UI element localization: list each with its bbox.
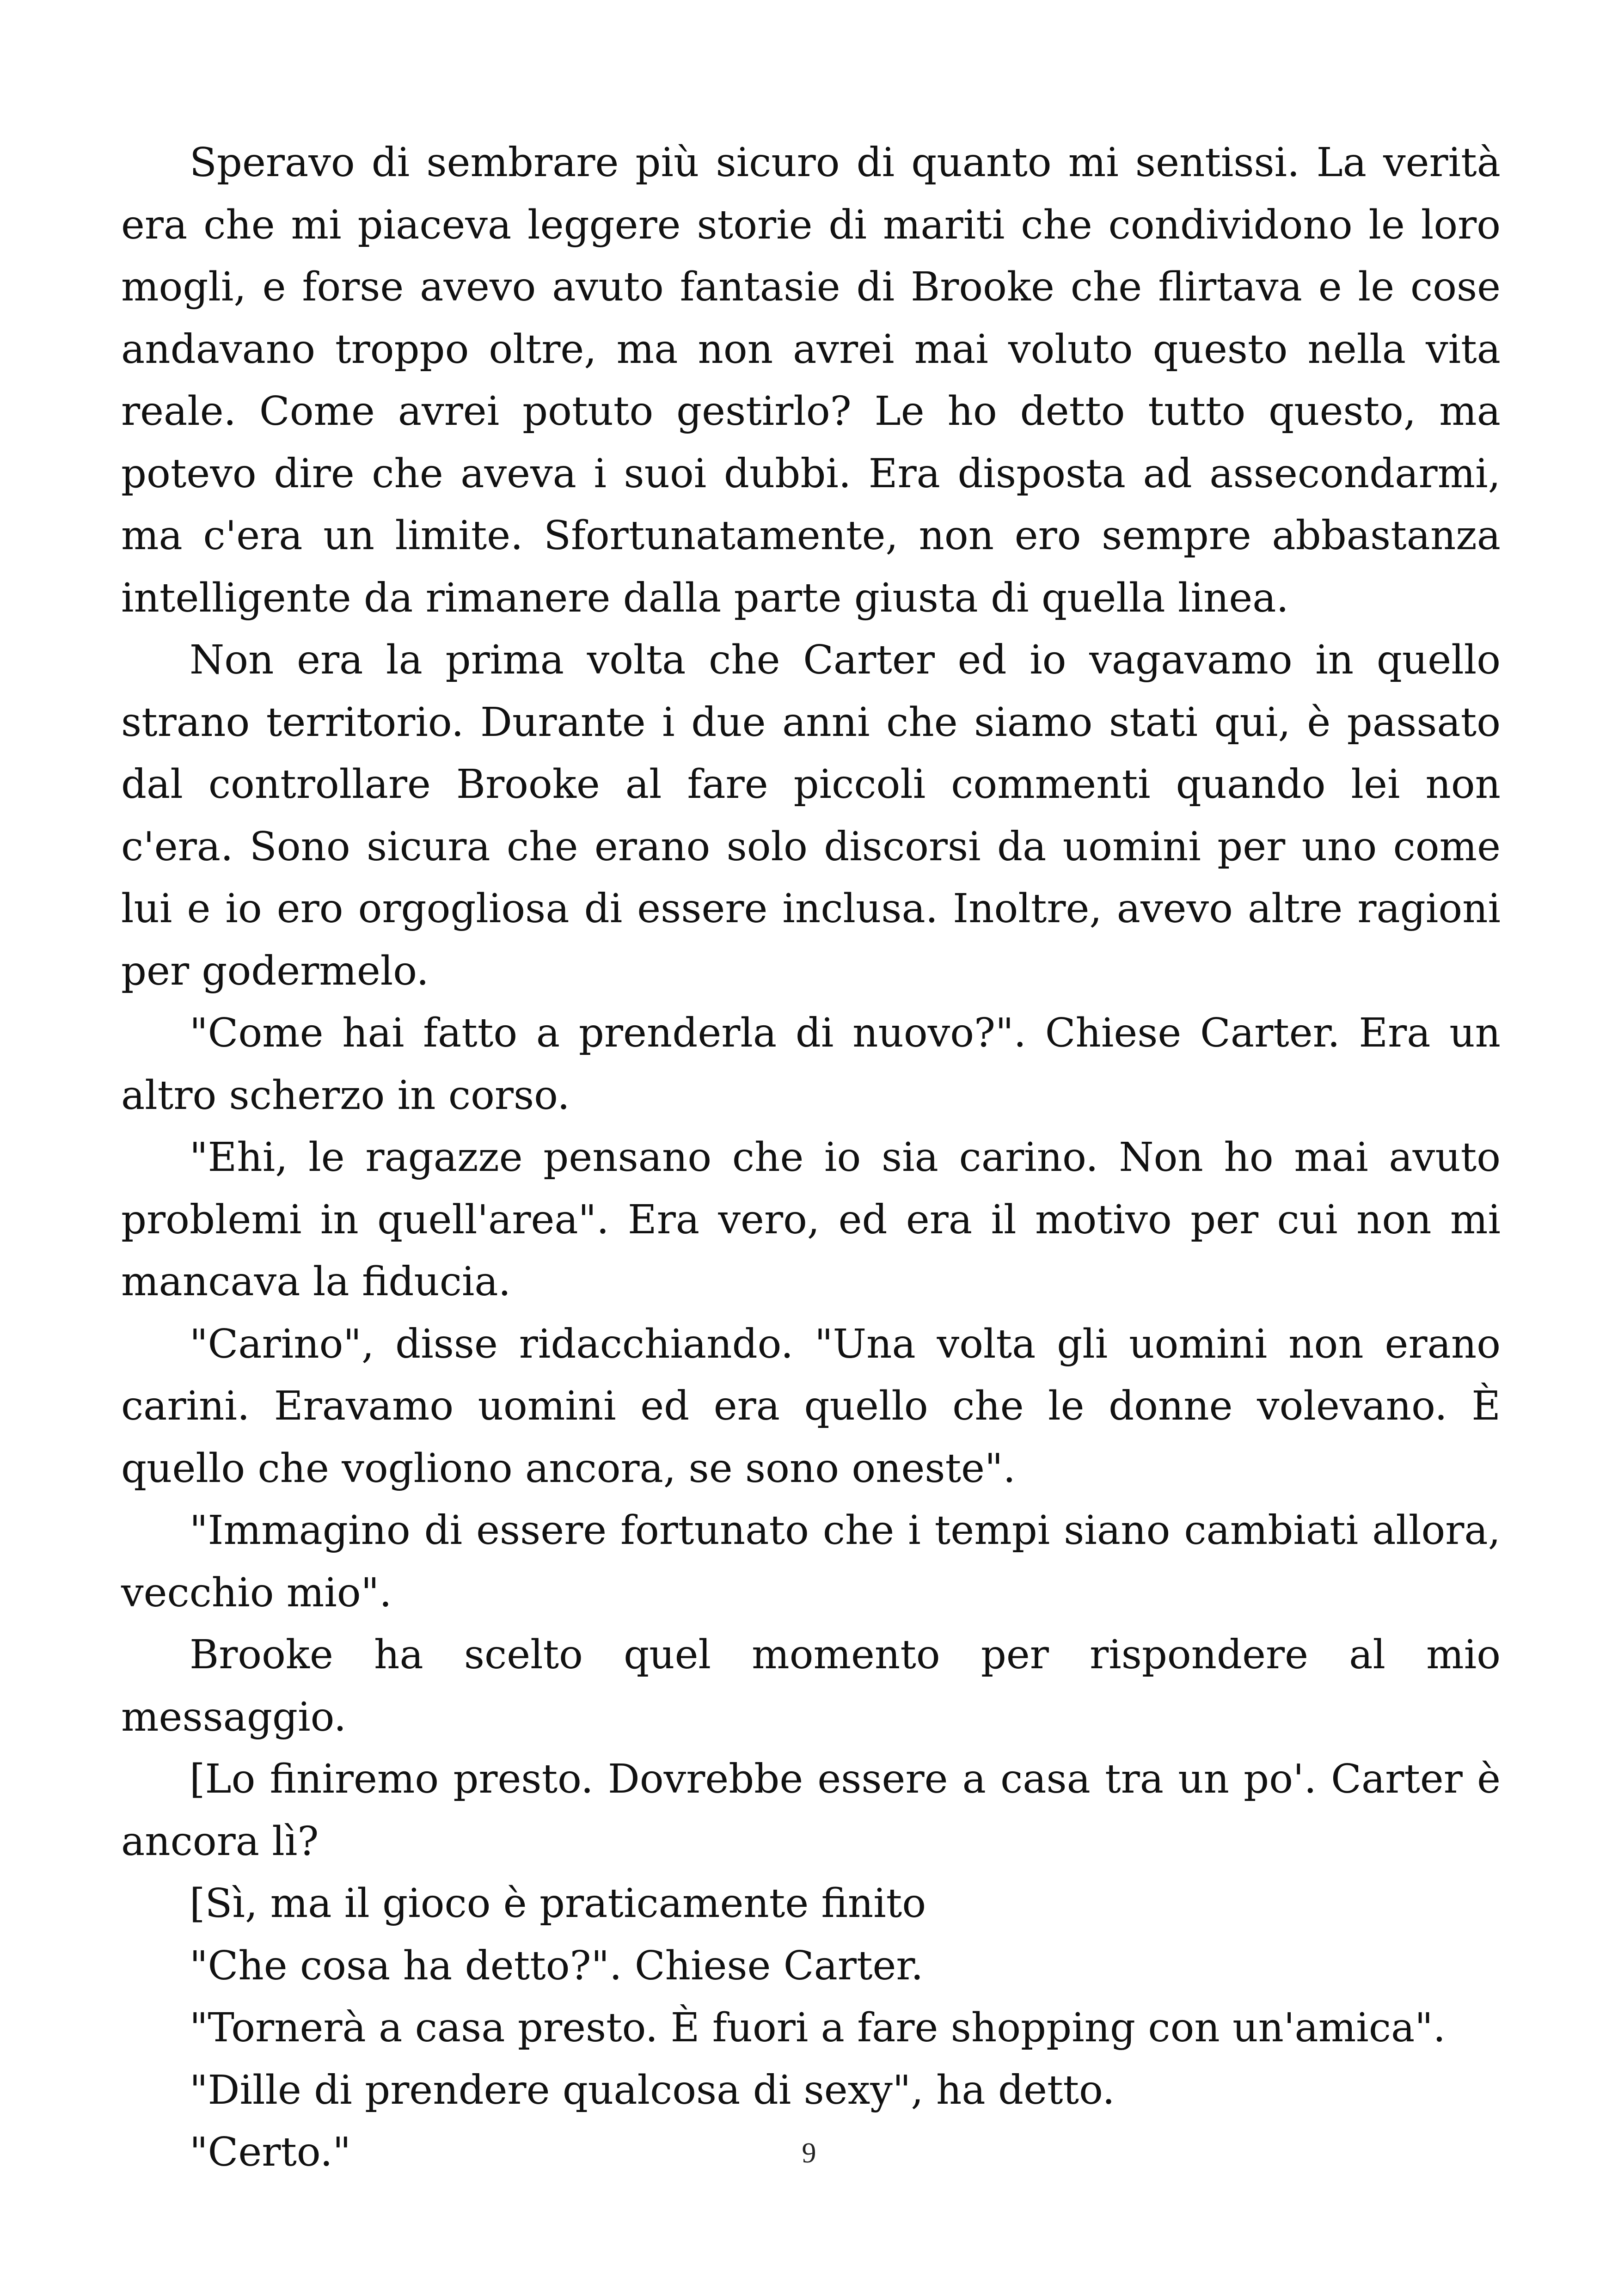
- paragraph: Non era la prima volta che Carter ed io vagavamo in quello strano territorio. Durante i due anni che siamo stati qui, è passato dal controllare Brooke al fare piccoli commenti quando lei non c'era. Sono sicura che erano solo discorsi da uomini per uno come lui e io ero orgogliosa di essere inclusa. Inoltre, avevo altre ragioni per godermelo.: [121, 637, 1501, 994]
- page-number: 9: [802, 2137, 816, 2169]
- body-text: [121, 132, 1501, 2184]
- paragraph: "Certo.": [190, 2129, 351, 2175]
- paragraph: "Tornerà a casa presto. È fuori a fare shopping con un'amica".: [190, 2005, 1446, 2051]
- paragraph: Speravo di sembrare più sicuro di quanto mi sentissi. La verità era che mi piaceva leggere storie di mariti che condividono le loro mogli, e forse avevo avuto fantasie di Brooke che flirtava e le cose andavano troppo oltre, ma non avrei mai voluto questo nella vita reale. Come avrei potuto gestirlo? Le ho detto tutto questo, ma potevo dire che aveva i suoi dubbi. Era disposta ad assecondarmi, ma c'era un limite. Sfortunatamente, non ero sempre abbastanza intelligente da rimanere dalla parte giusta di quella linea.: [121, 140, 1501, 621]
- paragraph: "Come hai fatto a prenderla di nuovo?". Chiese Carter. Era un altro scherzo in corso.: [121, 1010, 1501, 1119]
- paragraph: "Carino", disse ridacchiando. "Una volta gli uomini non erano carini. Eravamo uomini ed era quello che le donne volevano. È quello che vogliono ancora, se sono oneste".: [121, 1321, 1501, 1492]
- paragraph: [Lo finiremo presto. Dovrebbe essere a casa tra un po'. Carter è ancora lì?: [121, 1756, 1501, 1865]
- paragraph: "Ehi, le ragazze pensano che io sia carino. Non ho mai avuto problemi in quell'area". Era vero, ed era il motivo per cui non mi mancava la fiducia.: [121, 1134, 1501, 1305]
- paragraph: Brooke ha scelto quel momento per rispondere al mio messaggio.: [121, 1632, 1501, 1740]
- paragraph: "Immagino di essere fortunato che i tempi siano cambiati allora, vecchio mio".: [121, 1507, 1501, 1616]
- paragraph: "Che cosa ha detto?". Chiese Carter.: [190, 1942, 924, 1989]
- paragraph: [Sì, ma il gioco è praticamente finito: [190, 1880, 926, 1927]
- paragraph: "Dille di prendere qualcosa di sexy", ha detto.: [190, 2067, 1115, 2113]
